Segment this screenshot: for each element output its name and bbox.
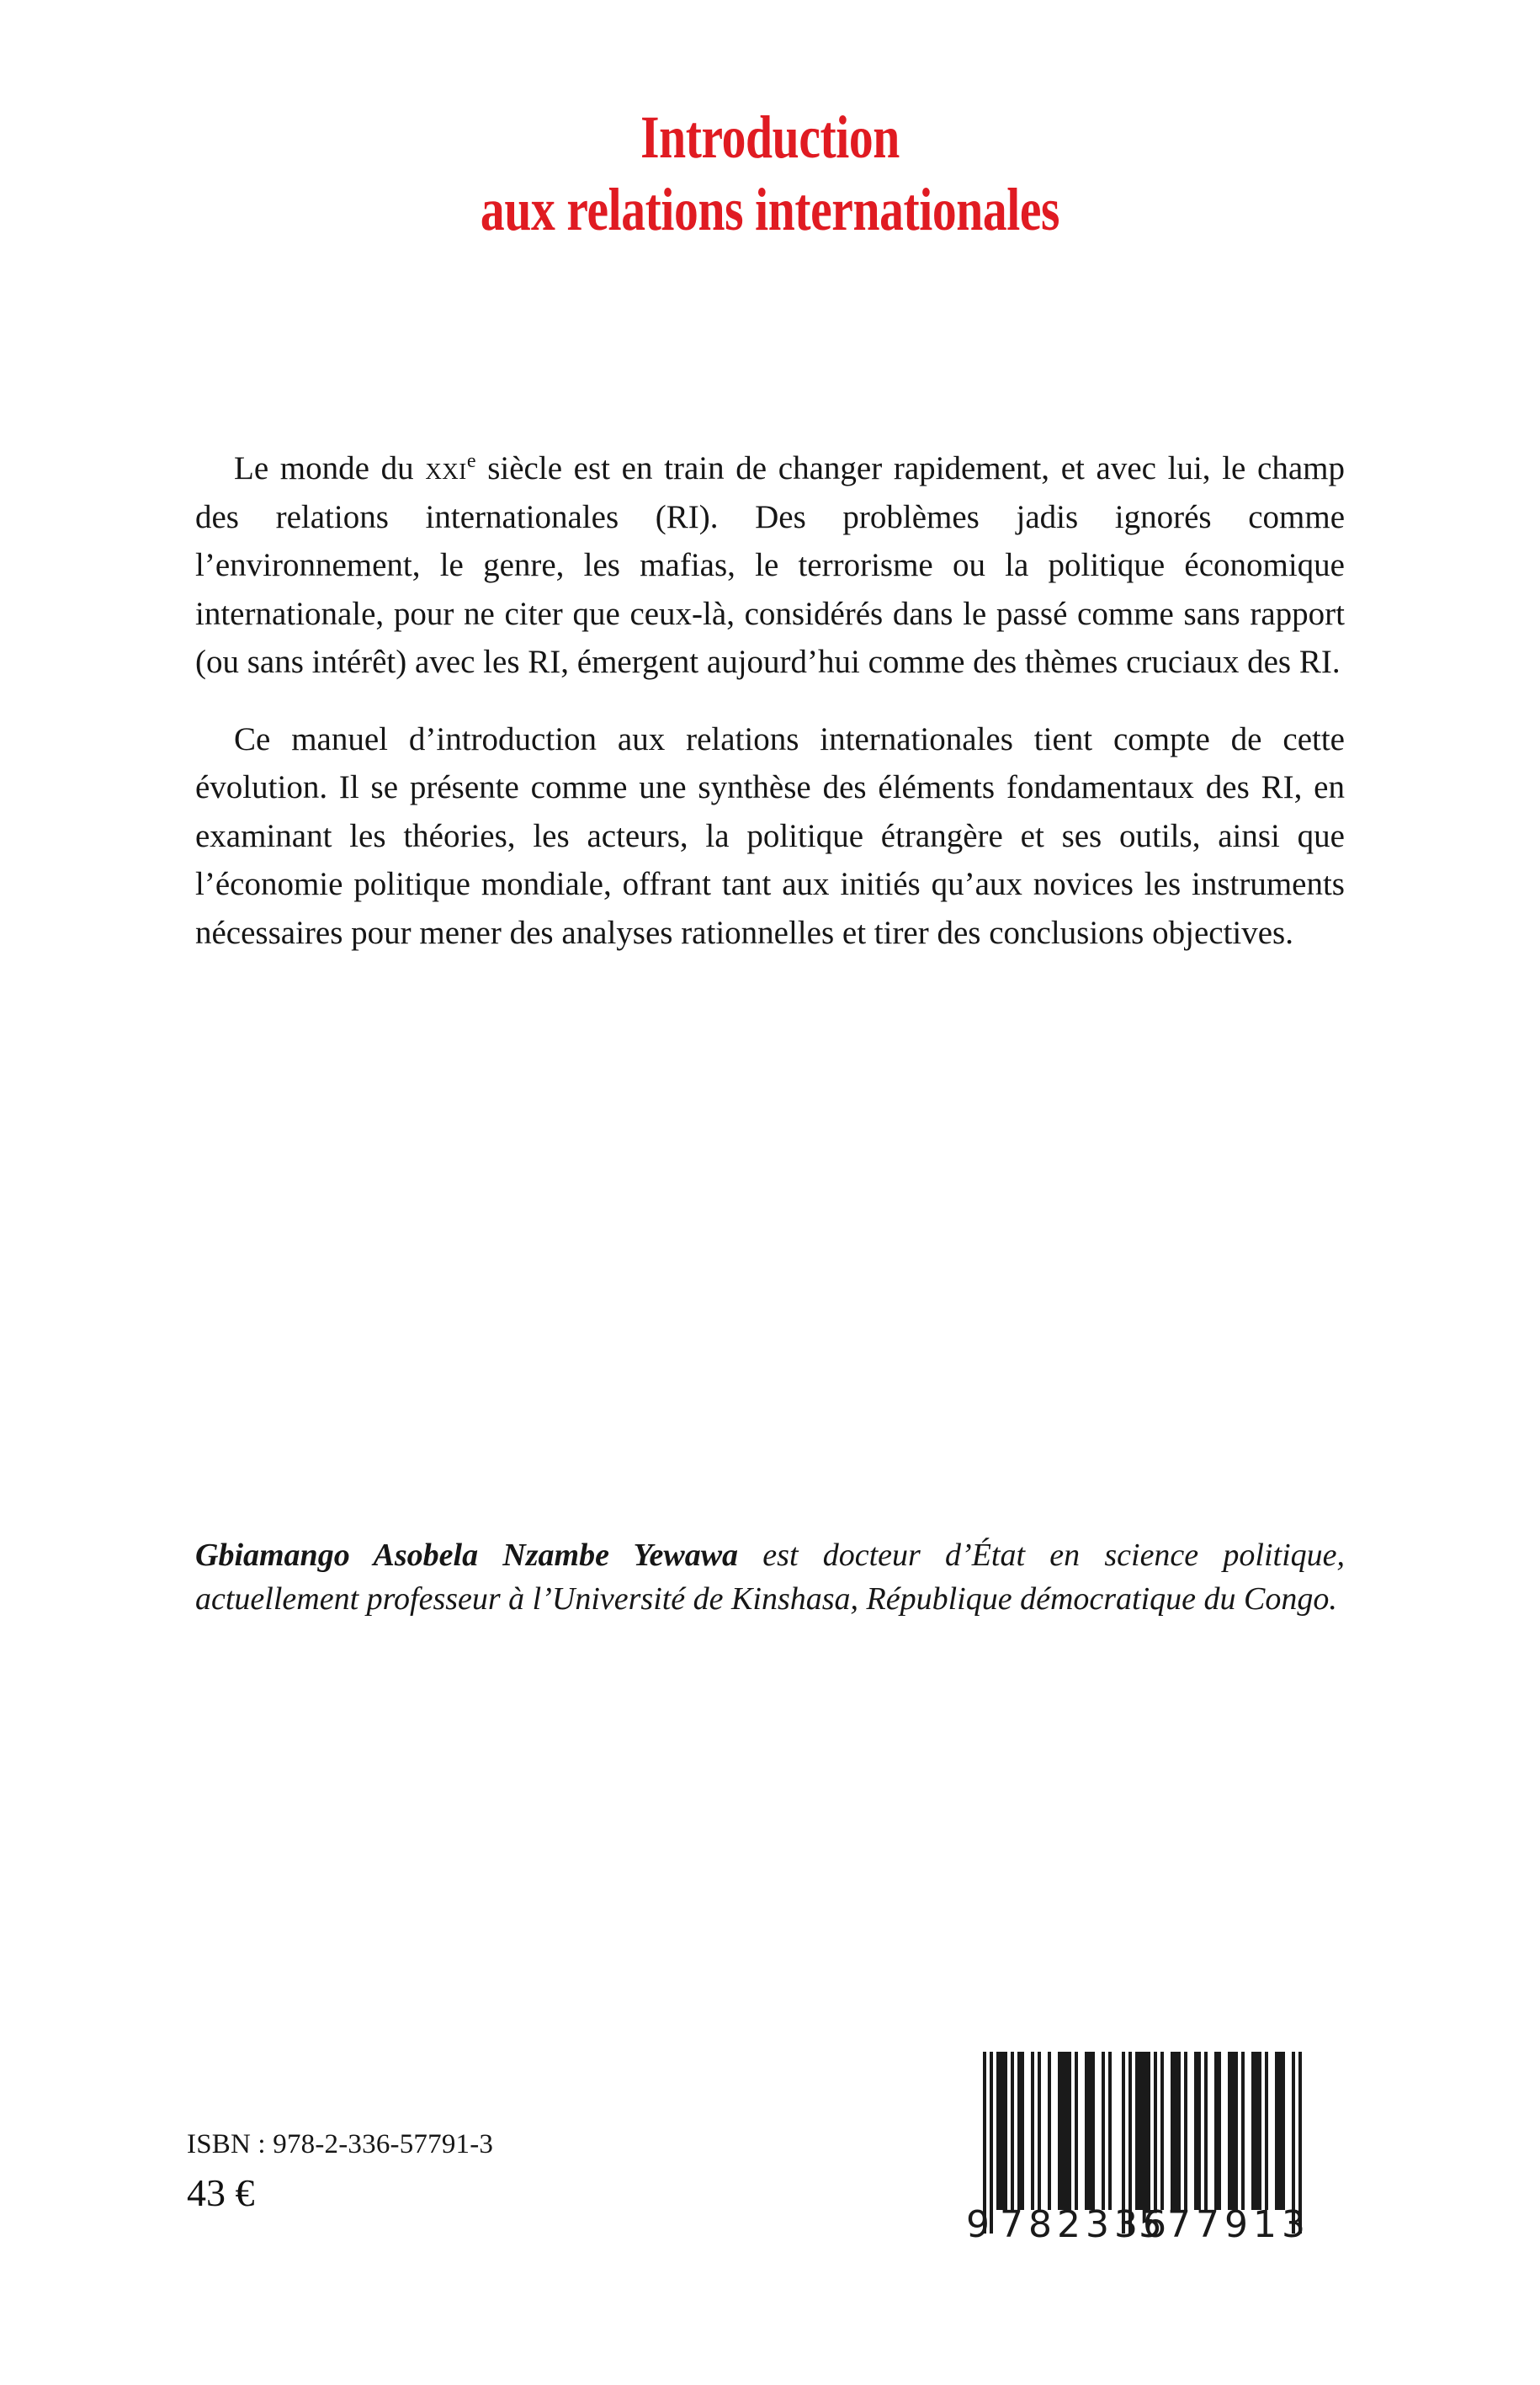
century-smallcaps: xxi xyxy=(425,450,467,486)
isbn-text: ISBN : 978-2-336-57791-3 xyxy=(187,2129,494,2159)
blurb-text xyxy=(195,444,1345,957)
book-title-line-2: aux relations internationales xyxy=(480,176,1060,243)
barcode-graphic xyxy=(966,2028,1343,2257)
blurb-p1-segment-1: Le monde du xyxy=(234,450,426,486)
ean13-barcode xyxy=(966,2028,1343,2257)
author-bio xyxy=(195,1533,1345,1621)
barcode-digit-group-3: 577913 xyxy=(1139,2203,1310,2246)
price-text: 43 € xyxy=(187,2171,255,2214)
blurb-p1-segment-2: siècle est en train de changer rapidement, et avec lui, le champ des relations internationales (RI). Des problèmes jadis ignorés comme l’environnement, le genre, les mafias, le terrorisme ou la politique économique internationale, pour ne citer que ceux-là, considérés dans le passé comme sans rapport (ou sans intérêt) avec les RI, émergent aujourd’hui comme des thèmes cruciaux des RI. xyxy=(195,450,1346,680)
author-bio-paragraph xyxy=(195,1533,1345,1621)
blurb-paragraph-2: Ce manuel d’introduction aux relations internationales tient compte de cette évolution. Il se présente comme une synthèse des éléments fondamentaux des RI, en examinant les théories, les acteurs, la politique étrangère et ses outils, ainsi que l’économie politique mondiale, offrant tant aux initiés qu’aux novices les instruments nécessaires pour mener des analyses rationnelles et tirer des conclusions objectives. xyxy=(195,720,1345,951)
century-ordinal-suffix: e xyxy=(466,449,476,472)
author-bio-description: est docteur d’État en science politique, actuellement professeur à l’Université de Kinshasa, République démocratique du Congo. xyxy=(195,1538,1345,1617)
book-title-line-1: Introduction xyxy=(640,104,900,171)
barcode-digit-group-2: 782336 xyxy=(1000,2203,1171,2246)
blurb-paragraph-1 xyxy=(195,444,1345,687)
barcode-digit-group-1: 9 xyxy=(966,2203,990,2246)
author-name: Gbiamango Asobela Nzambe Yewawa xyxy=(195,1538,739,1573)
barcode-human-readable xyxy=(966,2203,1310,2246)
book-title xyxy=(0,101,1540,246)
